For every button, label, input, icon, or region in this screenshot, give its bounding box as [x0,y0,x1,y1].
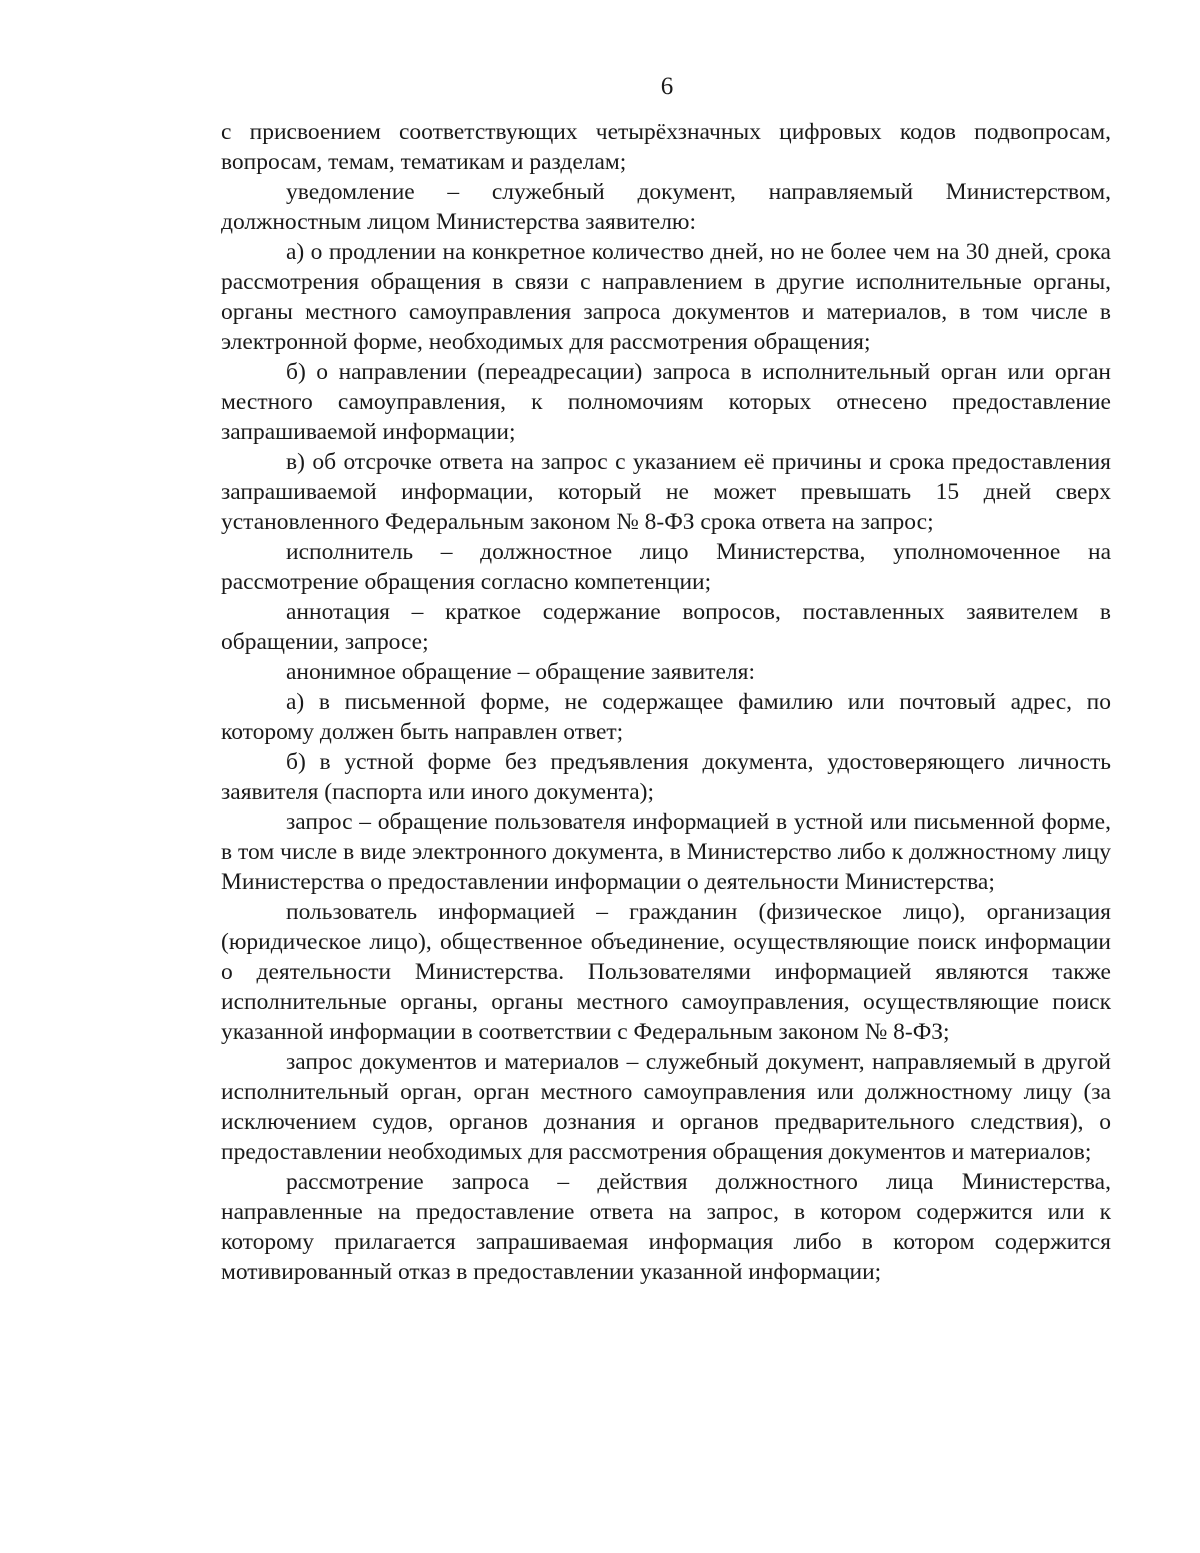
paragraph: рассмотрение запроса – действия должностного лица Министерства, направленные на предоставление ответа на запрос, в котором содержится или к которому прилагается запрашиваемая информация либо в котором содержится мотивированный отказ в предоставлении указанной информации; [221,1169,1111,1285]
paragraph: б) о направлении (переадресации) запроса в исполнительный орган или орган местного самоуправления, к полномочиям которых отнесено предоставление запрашиваемой информации; [221,359,1111,445]
paragraph: в) об отсрочке ответа на запрос с указанием её причины и срока предоставления запрашиваемой информации, который не может превышать 15 дней сверх установленного Федеральным законом № 8-ФЗ срока ответа на запрос; [221,449,1111,535]
document-body [221,117,1111,1287]
paragraph: а) о продлении на конкретное количество дней, но не более чем на 30 дней, срока рассмотрения обращения в связи с направлением в другие исполнительные органы, органы местного самоуправления запроса документов и материалов, в том числе в электронной форме, необходимых для рассмотрения обращения; [221,239,1111,355]
paragraph: пользователь информацией – гражданин (физическое лицо), организация (юридическое лицо), общественное объединение, осуществляющие поиск информации о деятельности Министерства. Пользователями информацией являются также исполнительные органы, органы местного самоуправления, осуществляющие поиск указанной информации в соответствии с Федеральным законом № 8-ФЗ; [221,899,1111,1045]
paragraph: исполнитель – должностное лицо Министерства, уполномоченное на рассмотрение обращения согласно компетенции; [221,539,1111,595]
page-number: 6 [660,73,674,100]
paragraph: уведомление – служебный документ, направляемый Министерством, должностным лицом Министерства заявителю: [221,179,1111,235]
paragraph: б) в устной форме без предъявления документа, удостоверяющего личность заявителя (паспорта или иного документа); [221,749,1111,805]
paragraph: запрос документов и материалов – служебный документ, направляемый в другой исполнительный орган, орган местного самоуправления или должностному лицу (за исключением судов, органов дознания и органов предварительного следствия), о предоставлении необходимых для рассмотрения обращения документов и материалов; [221,1049,1111,1165]
paragraph: запрос – обращение пользователя информацией в устной или письменной форме, в том числе в виде электронного документа, в Министерство либо к должностному лицу Министерства о предоставлении информации о деятельности Министерства; [221,809,1111,895]
paragraph: а) в письменной форме, не содержащее фамилию или почтовый адрес, по которому должен быть направлен ответ; [221,689,1111,745]
paragraph: с присвоением соответствующих четырёхзначных цифровых кодов подвопросам, вопросам, темам, тематикам и разделам; [221,119,1111,175]
paragraph: аннотация – краткое содержание вопросов, поставленных заявителем в обращении, запросе; [221,599,1111,655]
paragraph: анонимное обращение – обращение заявителя: [286,659,756,685]
